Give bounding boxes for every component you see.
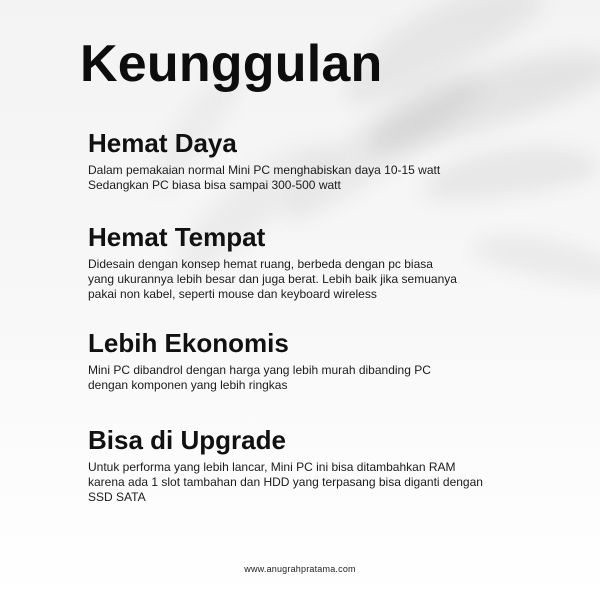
section-hemat-tempat [88, 224, 558, 302]
section-description: Mini PC dibandrol dengan harga yang lebih murah dibanding PC dengan komponen yang lebih ringkas [88, 363, 431, 393]
section-heading: Hemat Tempat [88, 222, 266, 252]
section-hemat-daya [88, 130, 558, 193]
section-lebih-ekonomis [88, 330, 558, 393]
section-description: Dalam pemakaian normal Mini PC menghabiskan daya 10-15 watt Sedangkan PC biasa bisa sampai 300-500 watt [88, 163, 441, 193]
page-title: Keunggulan [80, 35, 383, 93]
footer-website: www.anugrahpratama.com [244, 564, 356, 574]
section-bisa-di-upgrade [88, 427, 558, 505]
section-description: Didesain dengan konsep hemat ruang, berbeda dengan pc biasa yang ukurannya lebih besar dan juga berat. Lebih baik jika semuanya pakai non kabel, seperti mouse dan keyboard wireless [88, 257, 457, 302]
section-heading: Hemat Daya [88, 128, 237, 158]
section-heading: Bisa di Upgrade [88, 425, 286, 455]
section-description: Untuk performa yang lebih lancar, Mini PC ini bisa ditambahkan RAM karena ada 1 slot tambahan dan HDD yang terpasang bisa diganti dengan SSD SATA [88, 460, 483, 505]
section-heading: Lebih Ekonomis [88, 328, 289, 358]
